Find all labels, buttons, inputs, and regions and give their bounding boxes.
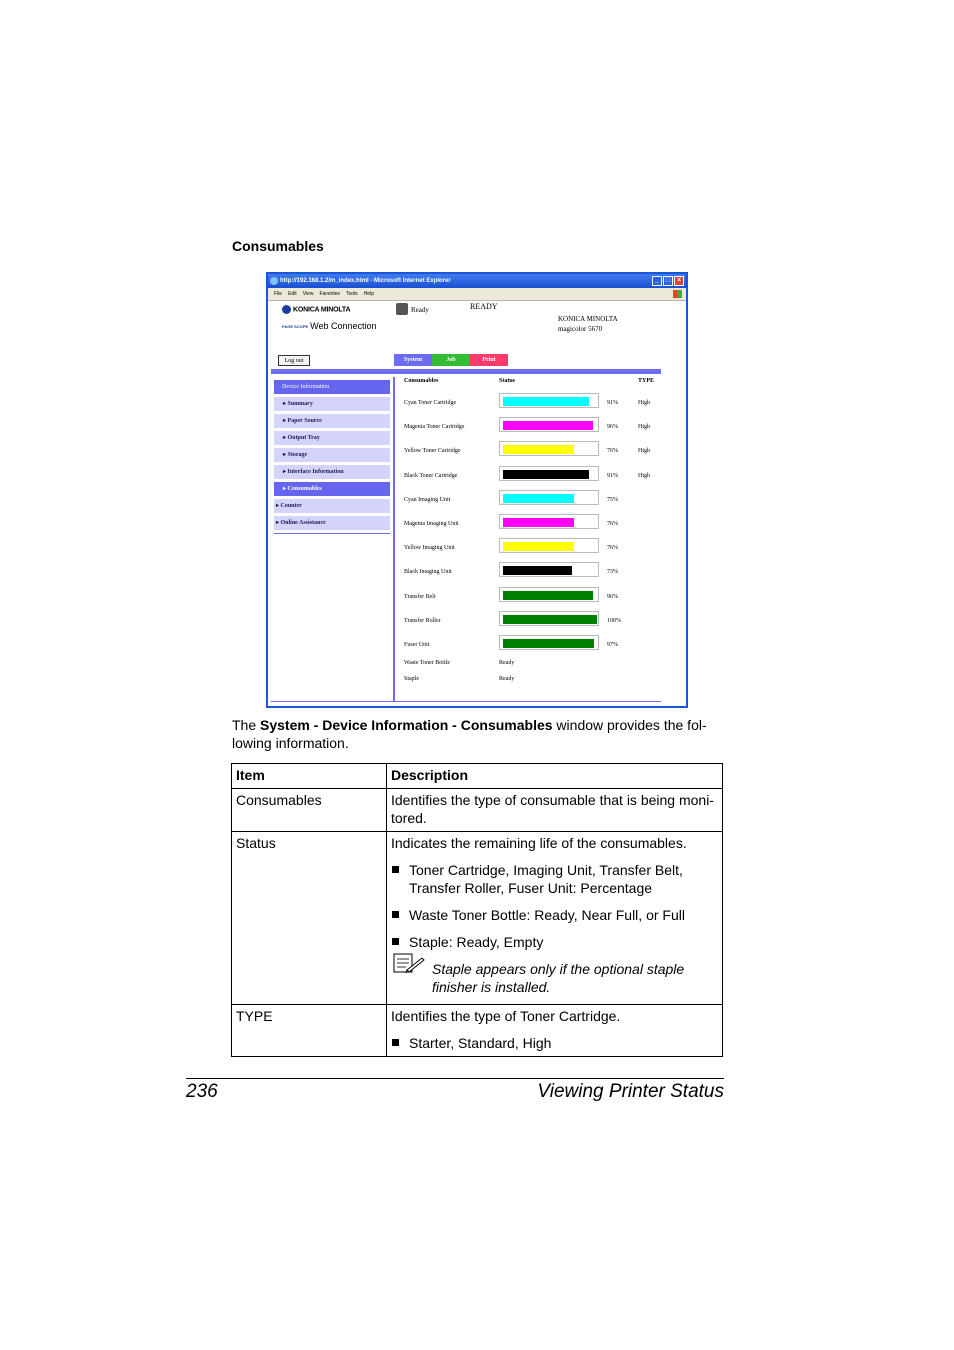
row-description: Identifies the type of consumable that is being moni-tored. bbox=[387, 789, 723, 832]
level-percent: 96% bbox=[607, 593, 618, 600]
level-percent: 73% bbox=[607, 569, 618, 576]
consumable-name: Staple bbox=[404, 676, 419, 683]
level-percent: 97% bbox=[607, 641, 618, 648]
footer-rule bbox=[186, 1078, 724, 1079]
level-bar-fill bbox=[503, 445, 574, 454]
level-bar bbox=[499, 635, 599, 650]
konica-minolta-logo: KONICA MINOLTA bbox=[282, 305, 350, 314]
ready-label: Ready bbox=[411, 306, 429, 314]
menu-item[interactable]: Tools bbox=[346, 291, 358, 297]
level-bar-fill bbox=[503, 615, 597, 624]
consumable-name: Yellow Imaging Unit bbox=[404, 545, 455, 552]
row-item: Consumables bbox=[232, 789, 387, 832]
col-status: Status bbox=[499, 378, 516, 384]
note-pencil-icon bbox=[393, 952, 425, 974]
consumable-name: Cyan Imaging Unit bbox=[404, 496, 451, 503]
row-description bbox=[387, 832, 723, 1005]
menu-item[interactable]: File bbox=[274, 291, 283, 297]
level-bar bbox=[499, 514, 599, 529]
level-bar-fill bbox=[503, 397, 589, 406]
level-bar-fill bbox=[503, 421, 593, 430]
bullet-square-icon bbox=[392, 866, 399, 873]
sidebar-item[interactable]: ▸ Online Assistance bbox=[274, 516, 390, 530]
note: Staple appears only if the optional staple finisher is installed. bbox=[391, 960, 718, 1000]
level-bar-fill bbox=[503, 542, 574, 551]
intro-bold-path: System - Device Information - Consumables bbox=[260, 717, 553, 733]
level-bar-fill bbox=[503, 494, 574, 503]
page-number: 236 bbox=[186, 1081, 218, 1102]
header-description: Description bbox=[387, 764, 723, 789]
consumable-name: Magenta Toner Cartridge bbox=[404, 424, 465, 431]
sidebar-item[interactable]: ▸ Counter bbox=[274, 499, 390, 513]
menu-item[interactable]: Edit bbox=[288, 291, 297, 297]
sidebar-item[interactable]: ▸ Interface Information bbox=[274, 465, 390, 479]
menu-item[interactable]: View bbox=[302, 291, 314, 297]
close-icon[interactable]: × bbox=[674, 276, 684, 286]
info-table bbox=[231, 763, 723, 1057]
menu-bar bbox=[268, 288, 686, 301]
table-row bbox=[232, 789, 723, 832]
consumable-row bbox=[404, 634, 674, 658]
chapter-title: Viewing Printer Status bbox=[537, 1081, 724, 1102]
ready-status: READY bbox=[470, 302, 498, 311]
maximize-icon[interactable]: □ bbox=[663, 276, 673, 286]
sidebar-item[interactable]: ▸ Summary bbox=[274, 397, 390, 411]
consumable-name: Transfer Roller bbox=[404, 617, 441, 624]
sidebar-item[interactable]: ▸ Output Tray bbox=[274, 431, 390, 445]
bullet-item: Staple: Ready, Empty bbox=[391, 933, 718, 951]
bullet-item: Starter, Standard, High bbox=[391, 1034, 718, 1052]
consumable-name: Transfer Belt bbox=[404, 593, 436, 600]
consumable-row bbox=[404, 561, 674, 585]
sidebar-item[interactable]: ▸ Storage bbox=[274, 448, 390, 462]
level-percent: 76% bbox=[607, 520, 618, 527]
table-row bbox=[232, 1005, 723, 1057]
consumables-header-row bbox=[404, 378, 674, 392]
consumable-row bbox=[404, 489, 674, 513]
level-percent: 91% bbox=[607, 400, 618, 406]
menu-item[interactable]: Help bbox=[363, 291, 374, 297]
status-description: Indicates the remaining life of the consumables. bbox=[391, 835, 687, 851]
consumable-status: Ready bbox=[499, 660, 515, 667]
web-page bbox=[268, 301, 686, 706]
consumable-type: High bbox=[638, 400, 650, 406]
sidebar-item[interactable]: ▸ Consumables bbox=[274, 482, 390, 496]
row-description bbox=[387, 1005, 723, 1057]
consumable-status: Ready bbox=[499, 676, 515, 683]
consumable-row bbox=[404, 392, 674, 416]
menu-item[interactable]: Favorites bbox=[319, 291, 340, 297]
bullet-item: Toner Cartridge, Imaging Unit, Transfer Belt, Transfer Roller, Fuser Unit: Percentage bbox=[391, 861, 718, 897]
level-percent: 76% bbox=[607, 545, 618, 552]
level-percent: 76% bbox=[607, 448, 618, 455]
consumable-name: Fuser Unit bbox=[404, 641, 430, 648]
column-divider bbox=[393, 377, 395, 702]
consumable-row bbox=[404, 610, 674, 634]
consumable-name: Black Imaging Unit bbox=[404, 569, 452, 576]
consumable-type: High bbox=[638, 448, 650, 455]
bullet-square-icon bbox=[392, 911, 399, 918]
sidebar-item[interactable]: ▸ Paper Source bbox=[274, 414, 390, 428]
level-bar bbox=[499, 587, 599, 602]
bullet-square-icon bbox=[392, 938, 399, 945]
level-bar bbox=[499, 393, 599, 408]
tab-print[interactable]: Print bbox=[470, 354, 508, 366]
browser-window-screenshot bbox=[266, 272, 688, 708]
consumable-row bbox=[404, 440, 674, 464]
consumable-row bbox=[404, 416, 674, 440]
level-percent: 100% bbox=[607, 617, 621, 624]
web-connection-logo: PAGE SCOPE Web Connection bbox=[282, 321, 377, 331]
consumable-name: Cyan Toner Cartridge bbox=[404, 400, 457, 406]
consumable-status-row bbox=[404, 658, 674, 674]
logout-button[interactable]: Log out bbox=[278, 355, 310, 366]
level-bar bbox=[499, 562, 599, 577]
type-description: Identifies the type of Toner Cartridge. bbox=[391, 1008, 621, 1024]
level-bar bbox=[499, 538, 599, 553]
level-bar-fill bbox=[503, 639, 594, 648]
level-bar-fill bbox=[503, 518, 574, 527]
consumable-type: High bbox=[638, 472, 650, 479]
level-bar bbox=[499, 466, 599, 481]
level-bar bbox=[499, 611, 599, 626]
sidebar-rule bbox=[274, 533, 390, 534]
konica-logo-icon bbox=[282, 305, 291, 314]
window-titlebar bbox=[268, 274, 686, 288]
printer-model: KONICA MINOLTA magicolor 5670 bbox=[558, 315, 618, 333]
header-divider bbox=[271, 369, 661, 374]
level-bar-fill bbox=[503, 591, 593, 600]
level-bar bbox=[499, 441, 599, 456]
level-percent: 91% bbox=[607, 472, 618, 479]
bullet-square-icon bbox=[392, 1039, 399, 1046]
consumable-row bbox=[404, 537, 674, 561]
consumable-status-row bbox=[404, 674, 674, 690]
consumable-row bbox=[404, 465, 674, 489]
level-bar bbox=[499, 417, 599, 432]
level-bar-fill bbox=[503, 470, 589, 479]
row-item: TYPE bbox=[232, 1005, 387, 1057]
consumable-name: Waste Toner Bottle bbox=[404, 660, 450, 667]
col-consumables: Consumables bbox=[404, 378, 439, 384]
sidebar-item[interactable]: Device Information bbox=[274, 380, 390, 394]
consumable-row bbox=[404, 586, 674, 610]
consumable-name: Black Toner Cartridge bbox=[404, 472, 458, 479]
windows-flag-icon bbox=[673, 290, 682, 298]
minimize-icon[interactable]: _ bbox=[652, 276, 662, 286]
consumable-name: Yellow Toner Cartridge bbox=[404, 448, 461, 455]
consumable-type: High bbox=[638, 424, 650, 431]
level-percent: 75% bbox=[607, 496, 618, 503]
section-heading: Consumables bbox=[232, 238, 324, 254]
table-header-row bbox=[232, 764, 723, 789]
level-percent: 96% bbox=[607, 424, 618, 431]
bullet-item: Waste Toner Bottle: Ready, Near Full, or Full bbox=[391, 906, 718, 924]
window-title: http://192.168.1.2/m_index.html - Microsoft Internet Explorer bbox=[280, 278, 451, 284]
level-bar bbox=[499, 490, 599, 505]
tab-job[interactable]: Job bbox=[432, 354, 470, 366]
ie-icon bbox=[270, 277, 278, 285]
pagescope-icon: PAGE SCOPE bbox=[282, 323, 309, 329]
intro-paragraph: The System - Device Information - Consumables window provides the fol-lowing information. bbox=[232, 717, 707, 751]
header-item: Item bbox=[232, 764, 387, 789]
col-type: TYPE bbox=[638, 378, 655, 384]
table-row bbox=[232, 832, 723, 1005]
sidebar-nav bbox=[274, 380, 390, 534]
printer-status-icon bbox=[396, 303, 408, 315]
consumable-row bbox=[404, 513, 674, 537]
consumables-panel bbox=[404, 378, 674, 690]
consumable-name: Magenta Imaging Unit bbox=[404, 520, 459, 527]
level-bar-fill bbox=[503, 566, 572, 575]
footer-divider bbox=[271, 701, 661, 702]
row-item: Status bbox=[232, 832, 387, 1005]
tab-system[interactable]: System bbox=[394, 354, 432, 366]
